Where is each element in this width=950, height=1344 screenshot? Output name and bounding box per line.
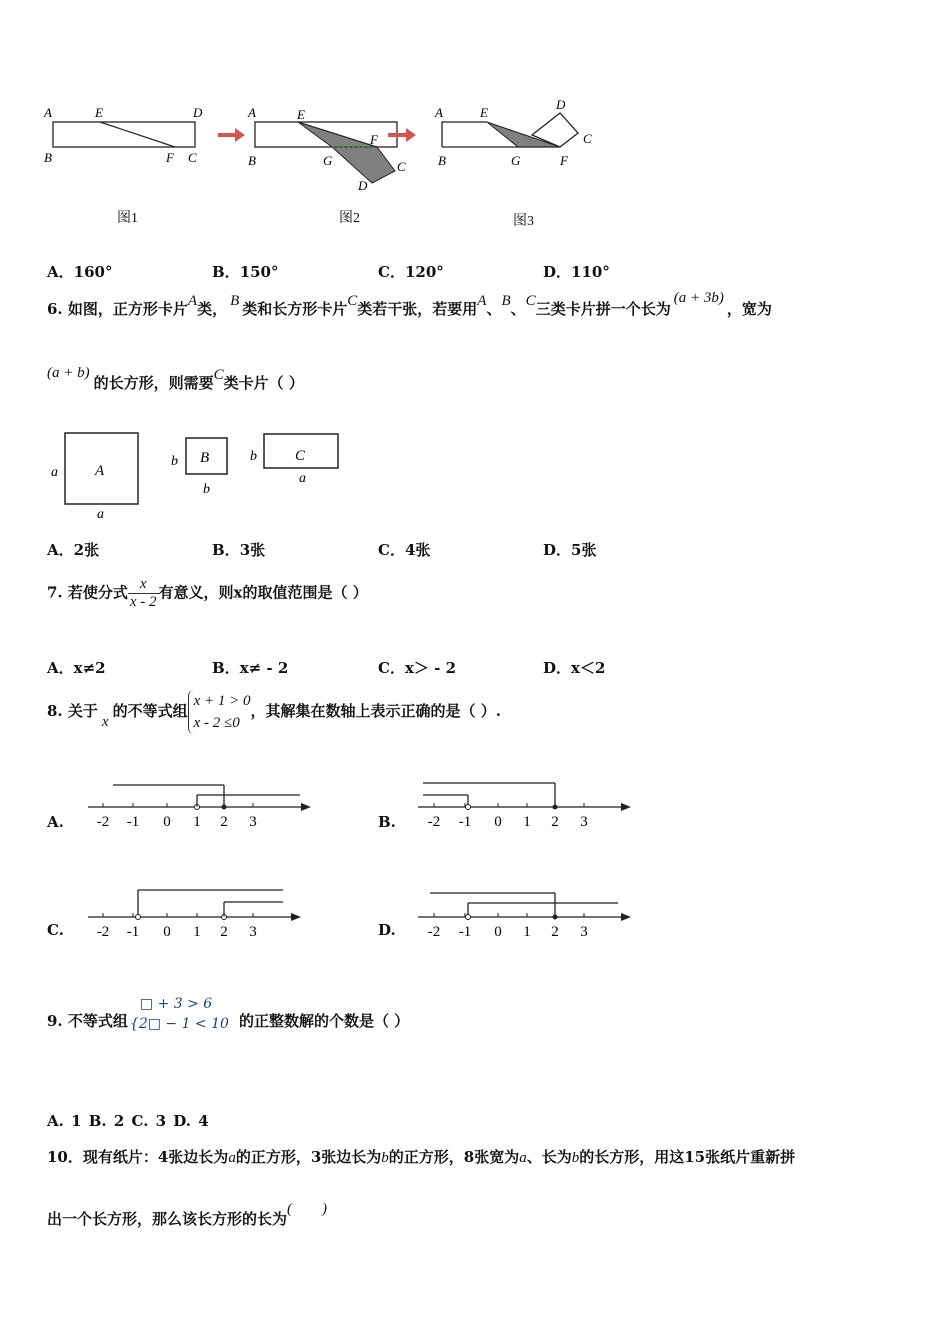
q9-inequality-2: 2□ − 1 < 10 <box>138 1016 229 1032</box>
option-text: x＜2 <box>571 659 606 677</box>
fraction-numerator: x <box>128 576 159 594</box>
option-letter: A． <box>47 541 74 559</box>
fig3-label-g: G <box>511 153 521 168</box>
option-text: x＞ - 2 <box>404 659 457 677</box>
fig3-label-c: C <box>583 131 592 146</box>
q7-option-c[interactable] <box>378 657 456 678</box>
q8-numberline-a[interactable] <box>85 775 315 835</box>
q6-text: 类若干张，若要用 <box>357 300 478 318</box>
option-text: 2张 <box>73 541 100 559</box>
q6-length-expr: (a + 3b) <box>673 290 724 306</box>
q6-option-c[interactable] <box>378 539 430 560</box>
q6-var-c: C <box>347 293 358 309</box>
q6-text: 6. 如图，正方形卡片 <box>47 300 188 318</box>
q8-text: 8. 关于 <box>47 702 98 720</box>
fig3-label-f: F <box>560 153 568 168</box>
fig1-label-e: E <box>95 105 103 120</box>
arrow-2 <box>388 128 416 142</box>
fig2-label-b: B <box>248 153 256 168</box>
option-letter: B． <box>212 659 240 677</box>
q8-numberline-c[interactable] <box>85 885 315 945</box>
q7-option-a[interactable] <box>47 657 106 678</box>
option-letter: C． <box>378 659 405 677</box>
q10-line2 <box>47 1201 328 1229</box>
fig3-label-a: A <box>435 105 443 120</box>
fig3-label-b: B <box>438 153 446 168</box>
tick-label: -1 <box>126 814 140 830</box>
tick-label: -2 <box>427 814 441 830</box>
q9-inequality-1: □ + 3 > 6 <box>139 996 213 1012</box>
option-letter: A． <box>47 659 74 677</box>
q10-var-a: a <box>228 1150 236 1166</box>
tick-label: 2 <box>220 814 228 830</box>
q6-sep: 、 <box>510 300 526 318</box>
tick-label: -1 <box>458 924 472 940</box>
tick-label: 3 <box>249 924 257 940</box>
q6-text: 的长方形，则需要 <box>93 374 214 392</box>
caption-fig2: 图2 <box>339 211 360 226</box>
q7-text: 7. 若使分式 <box>47 583 128 602</box>
option-letter: A． <box>47 263 74 281</box>
tick-label: 2 <box>551 924 559 940</box>
tick-label: 0 <box>494 924 502 940</box>
q9-inequality-system <box>130 994 229 1034</box>
q6-text: ，宽为 <box>726 300 772 318</box>
q5-option-b[interactable] <box>212 261 279 282</box>
q9-stem <box>47 994 409 1034</box>
caption-fig3: 图3 <box>513 214 534 229</box>
tick-label: 3 <box>580 924 588 940</box>
fig3-label-e: E <box>480 105 488 120</box>
q8-option-a-label[interactable]: A. <box>47 813 64 831</box>
tick-label: -1 <box>126 924 140 940</box>
card-c-bottom: a <box>299 471 306 486</box>
q7-text: 有意义，则x的取值范围是（ ） <box>158 583 368 602</box>
q8-inequality-1: x + 1 > 0 <box>193 693 251 709</box>
q8-stem <box>47 690 501 734</box>
q10-var-b: b <box>381 1150 389 1166</box>
tick-label: 1 <box>523 814 531 830</box>
q9-options[interactable]: A. 1 B. 2 C. 3 D. 4 <box>47 1112 209 1130</box>
q6-var-a: A <box>187 293 198 309</box>
q8-numberline-d[interactable] <box>415 885 645 945</box>
q6-var-c: C <box>525 293 536 309</box>
fig1-label-d: D <box>193 105 203 120</box>
fig2-label-a: A <box>248 105 256 120</box>
figure-2 <box>247 105 406 193</box>
q10-text: 、长为 <box>526 1148 572 1166</box>
q6-width-expr: (a + b) <box>47 365 90 381</box>
option-text: 120° <box>404 263 444 281</box>
option-letter: D． <box>543 263 572 281</box>
q6-option-b[interactable] <box>212 539 265 560</box>
tick-label: 0 <box>163 924 171 940</box>
card-a-label: A <box>95 463 105 479</box>
option-letter: B． <box>212 263 240 281</box>
option-text: 160° <box>73 263 113 281</box>
q10-text: 的正方形，3张边长为 <box>235 1148 382 1166</box>
card-a-bottom: a <box>97 507 104 522</box>
option-letter: B． <box>212 541 240 559</box>
q9-text: 9. 不等式组 <box>47 1012 128 1030</box>
q8-inequality-system <box>188 690 251 734</box>
q8-var-x: x <box>101 714 109 730</box>
option-letter: D． <box>543 541 572 559</box>
q6-var-b: B <box>230 293 240 309</box>
card-a-side: a <box>51 465 58 480</box>
q8-option-b-label[interactable]: B. <box>378 813 396 831</box>
q6-var-c: C <box>213 367 224 383</box>
tick-label: 3 <box>580 814 588 830</box>
card-b-side: b <box>171 454 178 469</box>
q8-option-c-label[interactable]: C. <box>47 921 64 939</box>
q8-numberline-b[interactable] <box>415 775 645 835</box>
q5-option-c[interactable] <box>378 261 444 282</box>
tick-label: 3 <box>249 814 257 830</box>
fig3-label-d: D <box>556 97 566 112</box>
tick-label: -1 <box>458 814 472 830</box>
figure-3 <box>434 97 592 168</box>
fig2-label-e: E <box>297 107 305 122</box>
q6-line2 <box>47 365 304 395</box>
tick-label: -2 <box>427 924 441 940</box>
q6-var-a: A <box>477 293 487 309</box>
figure-1 <box>43 105 203 165</box>
card-b-bottom: b <box>203 482 210 497</box>
card-b-label: B <box>200 450 210 466</box>
option-text: x≠2 <box>73 659 106 677</box>
arrow-1 <box>218 128 245 142</box>
q7-option-d[interactable] <box>543 657 605 678</box>
q10-text: 的长方形，用这15张纸片重新拼 <box>579 1148 796 1166</box>
fig1-label-a: A <box>44 105 52 120</box>
option-text: 4张 <box>404 541 431 559</box>
fig2-label-g: G <box>323 153 333 168</box>
q6-text: 类卡片（ ） <box>223 374 304 392</box>
q6-line1 <box>47 290 772 321</box>
q10-text: 10．现有纸片：4张边长为 <box>47 1148 229 1166</box>
option-text: 5张 <box>571 541 597 559</box>
q7-option-b[interactable] <box>212 657 288 678</box>
fig2-label-d: D <box>358 178 368 193</box>
card-c-label: C <box>295 448 306 464</box>
q6-text: 类， <box>197 300 228 318</box>
tick-label: 0 <box>163 814 171 830</box>
option-letter: D． <box>543 659 572 677</box>
q9-inequality-2-row: {2□ − 1 < 10 <box>129 1016 229 1032</box>
card-c-side: b <box>250 449 257 464</box>
q9-text: 的正整数解的个数是（ ） <box>238 1012 410 1030</box>
fig2-label-c: C <box>397 159 406 174</box>
q6-var-b: B <box>501 293 511 309</box>
option-text: 150° <box>239 263 279 281</box>
tick-label: 0 <box>494 814 502 830</box>
tick-label: 2 <box>220 924 228 940</box>
q6-sep: 、 <box>486 300 502 318</box>
q5-option-a[interactable] <box>47 261 112 282</box>
q10-text: 出一个长方形，那么该长方形的长为 <box>47 1210 288 1228</box>
fig1-label-c: C <box>188 150 197 165</box>
fig2-label-f: F <box>370 132 378 147</box>
q10-var-b: b <box>571 1150 580 1166</box>
q8-inequality-2: x - 2 ≤0 <box>193 715 240 731</box>
q10-answer-blank[interactable]: ( ) <box>287 1201 328 1217</box>
tick-label: -2 <box>96 924 110 940</box>
q7-stem <box>47 576 368 611</box>
tick-label: 2 <box>551 814 559 830</box>
tick-label: -2 <box>96 814 110 830</box>
fraction-denominator: x - 2 <box>129 594 157 610</box>
fig1-label-f: F <box>166 150 174 165</box>
q6-text: 三类卡片拼一个长为 <box>535 300 671 318</box>
q8-option-d-label[interactable]: D. <box>378 921 396 939</box>
q8-text: 的不等式组 <box>112 702 188 720</box>
option-text: x≠ - 2 <box>239 659 289 677</box>
option-letter: C． <box>378 263 405 281</box>
option-text: 110° <box>571 263 610 281</box>
q6-text: 类和长方形卡片 <box>242 300 348 318</box>
q7-fraction <box>128 576 159 611</box>
caption-fig1: 图1 <box>117 211 138 226</box>
tick-label: 1 <box>193 924 201 940</box>
q10-line1 <box>47 1146 795 1167</box>
option-letter: C． <box>378 541 405 559</box>
option-text: 3张 <box>239 541 266 559</box>
fig1-label-b: B <box>44 150 52 165</box>
q10-var-a: a <box>519 1150 527 1166</box>
q10-text: 的正方形，8张宽为 <box>388 1148 520 1166</box>
q6-option-d[interactable] <box>543 539 596 560</box>
card-figure <box>45 428 355 523</box>
q6-option-a[interactable] <box>47 539 99 560</box>
tick-label: 1 <box>523 924 531 940</box>
tick-label: 1 <box>193 814 201 830</box>
q8-text: ，其解集在数轴上表示正确的是（ ）. <box>250 702 501 720</box>
q5-option-d[interactable] <box>543 261 610 282</box>
